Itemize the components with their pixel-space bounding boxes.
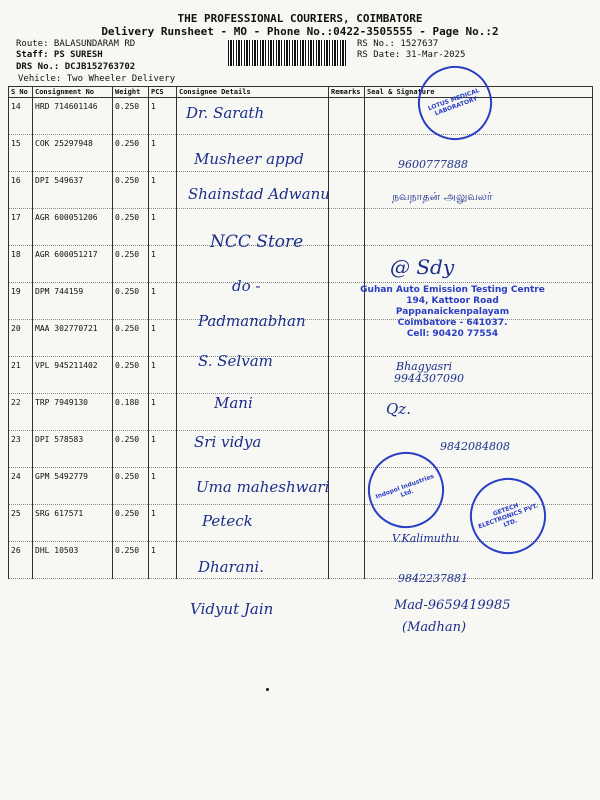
consignee-handwriting: Dharani. bbox=[198, 558, 264, 576]
cell-pcs: 1 bbox=[149, 468, 177, 505]
cell-pcs: 1 bbox=[149, 320, 177, 357]
consignee-handwriting: Dr. Sarath bbox=[186, 104, 265, 122]
cell-sno: 14 bbox=[9, 98, 33, 135]
auto-emission-stamp bbox=[350, 285, 555, 340]
cell-pcs: 1 bbox=[149, 431, 177, 468]
cell-weight: 0.250 bbox=[113, 468, 149, 505]
cell-sno: 18 bbox=[9, 246, 33, 283]
cell-consignment: DPI 549637 bbox=[33, 172, 113, 209]
consignee-handwriting: Musheer appd bbox=[194, 150, 304, 168]
cell-sno: 17 bbox=[9, 209, 33, 246]
signature-phone: 9842084808 bbox=[440, 440, 510, 453]
cell-weight: 0.250 bbox=[113, 320, 149, 357]
cell-remarks bbox=[329, 209, 365, 246]
cell-weight: 0.250 bbox=[113, 505, 149, 542]
cell-remarks bbox=[329, 431, 365, 468]
rs-date-label: RS Date: 31-Mar-2025 bbox=[357, 50, 466, 60]
drs-label: DRS No.: DCJB152763702 bbox=[16, 62, 136, 72]
route-label: Route: BALASUNDARAM RD bbox=[16, 39, 136, 49]
consignee-handwriting: Sri vidya bbox=[194, 433, 262, 451]
cell-pcs: 1 bbox=[149, 283, 177, 320]
signature-name: (Madhan) bbox=[402, 620, 467, 635]
col-signature: Seal & Signature bbox=[365, 87, 593, 98]
cell-pcs: 1 bbox=[149, 135, 177, 172]
stamp-line: Guhan Auto Emission Testing Centre bbox=[360, 285, 545, 295]
cell-remarks bbox=[329, 357, 365, 394]
cell-consignment: COK 25297948 bbox=[33, 135, 113, 172]
cell-remarks bbox=[329, 172, 365, 209]
vehicle-label: Vehicle: Two Wheeler Delivery bbox=[18, 74, 176, 84]
cell-weight: 0.250 bbox=[113, 98, 149, 135]
cell-remarks bbox=[329, 394, 365, 431]
cell-consignment: AGR 600051217 bbox=[33, 246, 113, 283]
cell-sno: 19 bbox=[9, 283, 33, 320]
cell-sno: 23 bbox=[9, 431, 33, 468]
cell-pcs: 1 bbox=[149, 209, 177, 246]
cell-remarks bbox=[329, 98, 365, 135]
table-row bbox=[9, 394, 593, 431]
consignee-handwriting: Uma maheshwari bbox=[196, 478, 330, 496]
signature-scribble: Qz. bbox=[386, 400, 411, 418]
signature-tamil: நவநாதன் அலுவலர் bbox=[392, 190, 493, 203]
signature-scribble: @ Sdy bbox=[390, 255, 455, 279]
table-row bbox=[9, 98, 593, 135]
stamp-line: 194, Kattoor Road bbox=[406, 296, 499, 306]
cell-weight: 0.250 bbox=[113, 357, 149, 394]
consignee-handwriting: Peteck bbox=[202, 512, 253, 530]
cell-sno: 15 bbox=[9, 135, 33, 172]
indopol-seal: Indopol Industries Ltd. bbox=[357, 441, 454, 538]
cell-weight: 0.250 bbox=[113, 431, 149, 468]
cell-pcs: 1 bbox=[149, 246, 177, 283]
cell-consignment: HRD 714601146 bbox=[33, 98, 113, 135]
cell-pcs: 1 bbox=[149, 98, 177, 135]
consignee-handwriting: NCC Store bbox=[210, 232, 304, 252]
cell-pcs: 1 bbox=[149, 542, 177, 579]
consignee-handwriting: Vidyut Jain bbox=[190, 600, 274, 618]
cell-pcs: 1 bbox=[149, 357, 177, 394]
rs-no-label: RS No.: 1527637 bbox=[357, 39, 439, 49]
stamp-line: Coimbatore - 641037. bbox=[397, 318, 508, 328]
cell-sno: 20 bbox=[9, 320, 33, 357]
cell-consignment: DPM 744159 bbox=[33, 283, 113, 320]
consignee-handwriting: Mani bbox=[214, 394, 253, 412]
stamp-line: Pappanaickenpalayam bbox=[395, 307, 510, 317]
cell-pcs: 1 bbox=[149, 394, 177, 431]
cell-weight: 0.250 bbox=[113, 209, 149, 246]
cell-consignment: SRG 617571 bbox=[33, 505, 113, 542]
consignee-handwriting: Padmanabhan bbox=[198, 312, 306, 330]
cell-sno: 21 bbox=[9, 357, 33, 394]
signature-phone: 9944307090 bbox=[394, 372, 464, 385]
stray-dot bbox=[266, 688, 269, 691]
cell-weight: 0.250 bbox=[113, 172, 149, 209]
cell-consignment: GPM 5492779 bbox=[33, 468, 113, 505]
cell-signature bbox=[365, 209, 593, 246]
staff-label: Staff: PS SURESH bbox=[16, 50, 103, 60]
col-pcs: PCS bbox=[149, 87, 177, 98]
getech-seal: GETECH ELECTRONICS PVT. LTD. bbox=[459, 467, 556, 564]
cell-weight: 0.250 bbox=[113, 283, 149, 320]
signature-name: V.Kalimuthu bbox=[392, 532, 460, 545]
cell-consignment: AGR 600051206 bbox=[33, 209, 113, 246]
col-consignment: Consignment No bbox=[33, 87, 113, 98]
cell-consignment: DHL 10503 bbox=[33, 542, 113, 579]
signature-phone: 9842237881 bbox=[398, 572, 468, 585]
cell-remarks bbox=[329, 505, 365, 542]
signature-phone: 9600777888 bbox=[398, 158, 468, 171]
col-weight: Weight bbox=[113, 87, 149, 98]
cell-sno: 16 bbox=[9, 172, 33, 209]
cell-consignment: MAA 302770721 bbox=[33, 320, 113, 357]
cell-remarks bbox=[329, 246, 365, 283]
table-row bbox=[9, 357, 593, 394]
consignee-handwriting: Shainstad Adwanu bbox=[188, 185, 330, 203]
cell-consignment: TRP 7949130 bbox=[33, 394, 113, 431]
cell-remarks bbox=[329, 468, 365, 505]
cell-pcs: 1 bbox=[149, 505, 177, 542]
table-header-row bbox=[9, 87, 593, 98]
cell-remarks bbox=[329, 135, 365, 172]
cell-remarks bbox=[329, 542, 365, 579]
stamp-line: Cell: 90420 77554 bbox=[406, 329, 499, 339]
company-title: THE PROFESSIONAL COURIERS, COIMBATORE bbox=[177, 12, 423, 25]
cell-consignment: DPI 578583 bbox=[33, 431, 113, 468]
cell-sno: 22 bbox=[9, 394, 33, 431]
cell-weight: 0.250 bbox=[113, 542, 149, 579]
consignee-handwriting: do - bbox=[232, 277, 261, 295]
cell-sno: 24 bbox=[9, 468, 33, 505]
lab-seal: LOTUS MEDICAL LABORATORY bbox=[408, 56, 503, 151]
cell-sno: 25 bbox=[9, 505, 33, 542]
barcode bbox=[228, 40, 346, 66]
col-sno: S No bbox=[9, 87, 33, 98]
cell-sno: 26 bbox=[9, 542, 33, 579]
cell-pcs: 1 bbox=[149, 172, 177, 209]
col-remarks: Remarks bbox=[329, 87, 365, 98]
runsheet-subtitle: Delivery Runsheet - MO - Phone No.:0422-3505555 - Page No.:2 bbox=[101, 25, 499, 38]
cell-weight: 0.180 bbox=[113, 394, 149, 431]
cell-weight: 0.250 bbox=[113, 246, 149, 283]
cell-consignment: VPL 945211402 bbox=[33, 357, 113, 394]
consignee-handwriting: S. Selvam bbox=[198, 352, 273, 370]
signature-phone: Mad-9659419985 bbox=[394, 598, 511, 613]
cell-weight: 0.250 bbox=[113, 135, 149, 172]
signature-name: Bhagyasri bbox=[396, 360, 452, 373]
col-consignee: Consignee Details bbox=[177, 87, 329, 98]
